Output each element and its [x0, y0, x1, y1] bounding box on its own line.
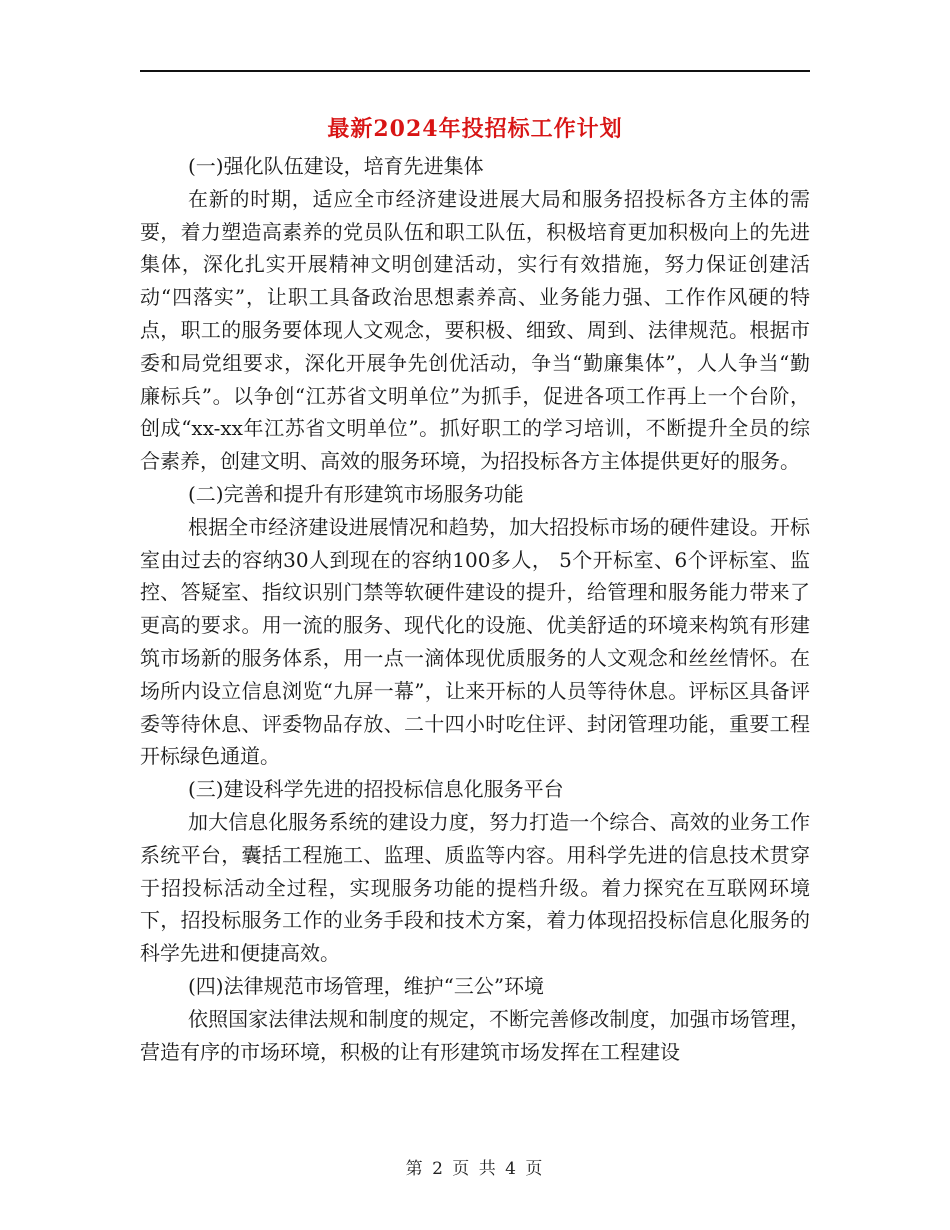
- section-paragraph-3: 加大信息化服务系统的建设力度，努力打造一个综合、高效的业务工作系统平台，囊括工程施工、监理、质监等内容。用科学先进的信息技术贯穿于招投标活动全过程，实现服务功能的提档升级。着力探究在互联网环境下，招投标服务工作的业务手段和技术方案，着力体现招投标信息化服务的科学先进和便捷高效。: [140, 809, 810, 966]
- document-body: [140, 150, 810, 1068]
- section-paragraph-1: 在新的时期，适应全市经济建设进展大局和服务招投标各方主体的需要，着力塑造高素养的党员队伍和职工队伍，积极培育更加积极向上的先进集体，深化扎实开展精神文明创建活动，实行有效措施，努力保证创建活动“四落实”，让职工具备政治思想素养高、业务能力强、工作作风硬的特点，职工的服务要体现人文观念，要积极、细致、周到、法律规范。根据市委和局党组要求，深化开展争先创优活动，争当“勤廉集体”，人人争当“勤廉标兵”。以争创“江苏省文明单位”为抓手，促进各项工作再上一个台阶，创成“xx-xx年江苏省文明单位”。抓好职工的学习培训，不断提升全员的综合素养，创建文明、高效的服务环境，为招投标各方主体提供更好的服务。: [140, 186, 810, 474]
- section-heading-3: (三)建设科学先进的招投标信息化服务平台: [188, 777, 564, 802]
- section-heading-2: (二)完善和提升有形建筑市场服务功能: [188, 481, 524, 506]
- header-rule: [140, 70, 810, 72]
- section-heading-1: (一)强化队伍建设，培育先进集体: [188, 154, 484, 178]
- section-paragraph-2: 根据全市经济建设进展情况和趋势，加大招投标市场的硬件建设。开标室由过去的容纳30人到现在的容纳100多人， 5个开标室、6个评标室、监控、答疑室、指纹识别门禁等软硬件建设的提升，给管理和服务能力带来了更高的要求。用一流的服务、现代化的设施、优美舒适的环境来构筑有形建筑市场新的服务体系，用一点一滴体现优质服务的人文观念和丝丝情怀。在场所内设立信息浏览“九屏一幕”，让来开标的人员等待休息。评标区具备评委等待休息、评委物品存放、二十四小时吃住评、封闭管理功能，重要工程开标绿色通道。: [140, 514, 810, 769]
- section-heading-4: (四)法律规范市场管理，维护“三公”环境: [188, 973, 545, 998]
- page-footer: 第 2 页 共 4 页: [405, 1159, 545, 1179]
- section-paragraph-4: 依照国家法律法规和制度的规定，不断完善修改制度，加强市场管理，营造有序的市场环境，积极的让有形建筑市场发挥在工程建设: [140, 1006, 810, 1064]
- document-title: 最新2024年投招标工作计划: [327, 116, 623, 142]
